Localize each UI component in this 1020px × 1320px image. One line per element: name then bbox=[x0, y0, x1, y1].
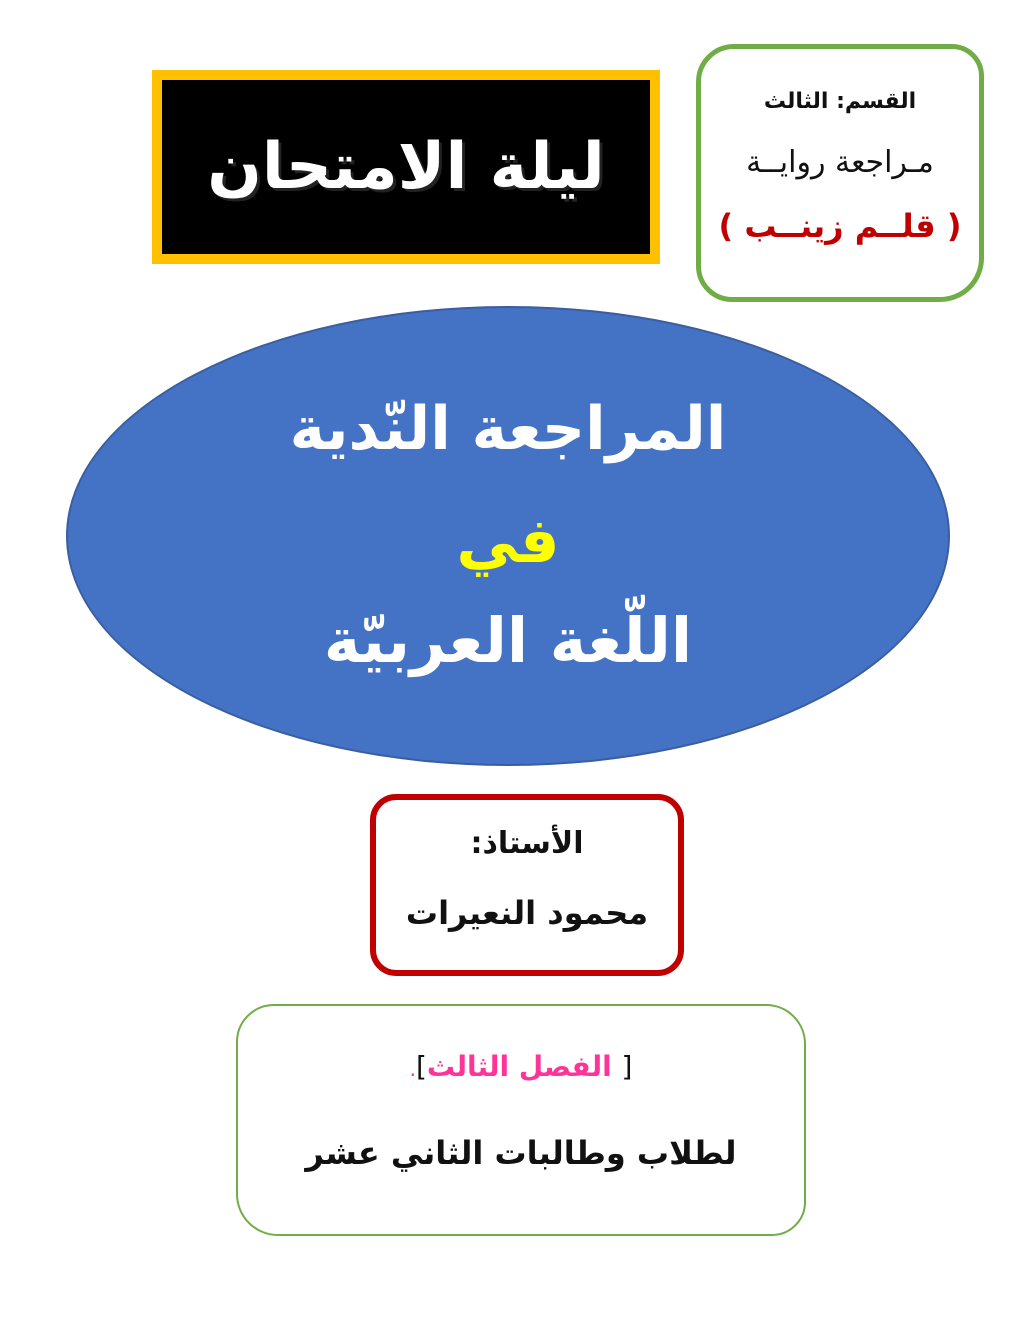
exam-night-banner bbox=[152, 70, 660, 264]
banner-title: ليلة الامتحان bbox=[207, 130, 605, 204]
ellipse-line-3: اللّغة العربيّة bbox=[323, 604, 693, 677]
chapter-dot: . bbox=[409, 1057, 416, 1081]
teacher-label: الأستاذ: bbox=[470, 826, 584, 861]
chapter-name: الفصل الثالث bbox=[426, 1050, 612, 1083]
ellipse-line-2: في bbox=[456, 504, 560, 577]
section-label: القسم: bbox=[836, 89, 917, 114]
teacher-name: محمود النعيرات bbox=[405, 894, 649, 932]
section-line bbox=[701, 89, 979, 114]
ellipse-line-1: المراجعة النّدية bbox=[289, 394, 727, 464]
close-bracket: ] bbox=[415, 1050, 427, 1083]
open-bracket: [ bbox=[621, 1050, 633, 1083]
students-line: لطلاب وطالبات الثاني عشر bbox=[305, 1134, 737, 1172]
section-value: الثالث bbox=[763, 89, 829, 114]
pen-title: ( قلــم زينــب ) bbox=[718, 207, 962, 245]
section-card bbox=[696, 44, 984, 302]
chapter-line bbox=[238, 1050, 804, 1083]
subject-ellipse bbox=[66, 306, 950, 766]
review-title: مـراجعة روايــة bbox=[746, 145, 934, 180]
teacher-card bbox=[370, 794, 684, 976]
chapter-card bbox=[236, 1004, 806, 1236]
